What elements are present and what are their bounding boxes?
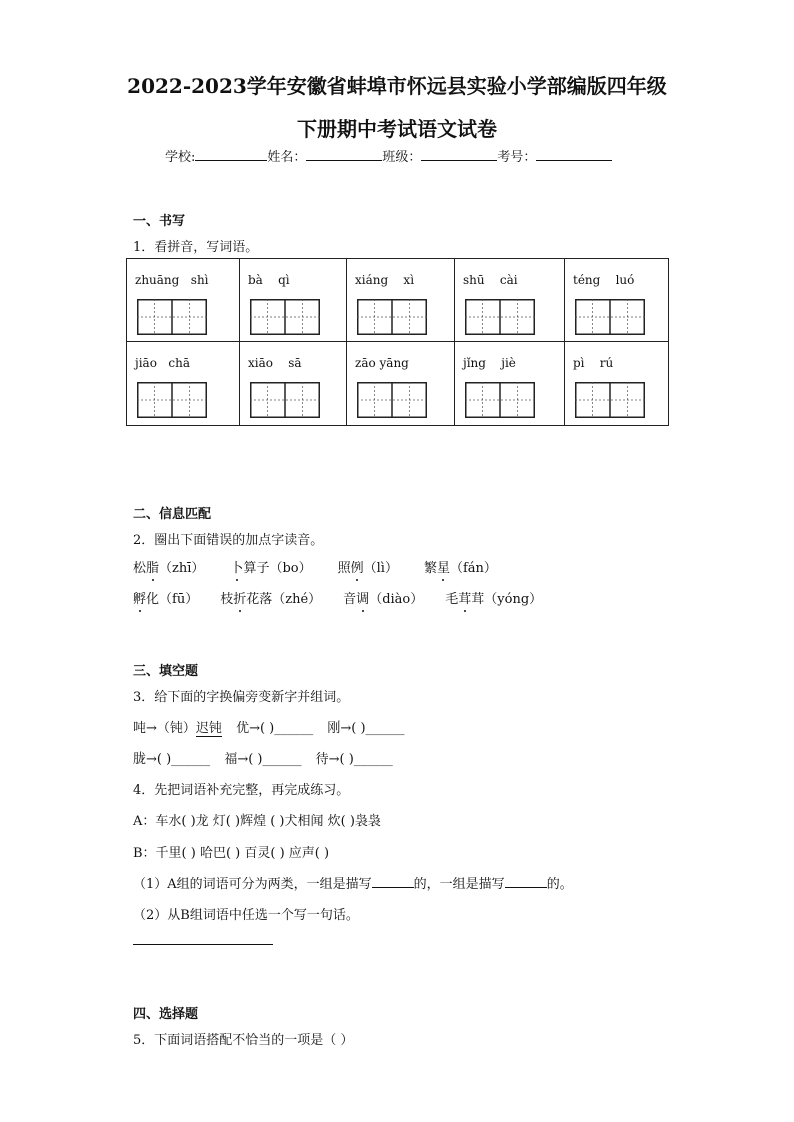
pinyin-text: xiāo sā xyxy=(248,356,302,370)
pronunciation-row-2 xyxy=(133,588,542,607)
q4-1-blank-1[interactable] xyxy=(372,877,414,888)
q4-1-blank-2[interactable] xyxy=(505,877,547,888)
item-text: 茸（yóng） xyxy=(471,592,543,607)
pinyin-cell xyxy=(455,342,565,425)
section3-heading: 三、填空题 xyxy=(133,664,199,679)
pronunciation-row-1 xyxy=(133,557,497,576)
radical-item-6[interactable]: 待→( )______ xyxy=(315,752,393,767)
radical-row-2 xyxy=(133,748,393,767)
pinyin-table xyxy=(126,258,669,426)
question-5: 5．下面词语搭配不恰当的一项是（ ） xyxy=(133,1033,354,1048)
class-blank[interactable] xyxy=(421,148,497,161)
pronunciation-item[interactable] xyxy=(220,592,321,607)
exam-no-blank[interactable] xyxy=(536,148,612,161)
pinyin-cell xyxy=(240,342,347,425)
pinyin-text: zāo yāng xyxy=(355,356,409,370)
writing-grid[interactable] xyxy=(465,382,535,418)
item-text: 毛 xyxy=(445,592,459,607)
writing-grid[interactable] xyxy=(575,382,645,418)
word-group-a[interactable]: A：车水( )龙 灯( )辉煌 ( )犬相闻 炊( )袅袅 xyxy=(133,814,381,829)
pinyin-cell xyxy=(127,259,240,342)
item-text: （fán） xyxy=(449,561,497,576)
pinyin-cell xyxy=(565,259,669,342)
item-text: 枝 xyxy=(220,592,234,607)
item-text: 松 xyxy=(133,561,147,576)
pinyin-cell xyxy=(455,259,565,342)
word-group-b[interactable]: B：千里( ) 哈巴( ) 百灵( ) 应声( ) xyxy=(133,846,330,861)
item-text: 化（fū） xyxy=(146,592,199,607)
q4-1-text-b: 的，一组是描写 xyxy=(413,877,505,892)
writing-grid[interactable] xyxy=(137,382,207,418)
dotted-character: 调 xyxy=(356,592,370,607)
section4-heading: 四、选择题 xyxy=(133,1007,199,1022)
school-blank[interactable] xyxy=(195,148,267,161)
pinyin-cell xyxy=(240,259,347,342)
page-title-line1: 2022-2023学年安徽省蚌埠市怀远县实验小学部编版四年级 xyxy=(127,74,667,98)
dotted-character: 茸 xyxy=(458,592,472,607)
pinyin-cell xyxy=(347,259,455,342)
school-label: 学校: xyxy=(165,150,196,165)
radical-item-2[interactable]: 优→( )______ xyxy=(236,721,314,736)
question-4-2: （2）从B组词语中任选一个写一句话。 xyxy=(133,908,359,923)
writing-grid[interactable] xyxy=(465,299,535,335)
q4-1-text-c: 的。 xyxy=(546,877,573,892)
item-text: （diào） xyxy=(369,592,424,607)
radical-item-4[interactable]: 胧→( )______ xyxy=(133,752,211,767)
student-info-line xyxy=(165,146,612,165)
item-text: 算子（bo） xyxy=(243,561,312,576)
dotted-character: 脂 xyxy=(146,561,160,576)
pronunciation-item[interactable] xyxy=(424,561,497,576)
writing-grid[interactable] xyxy=(575,299,645,335)
dotted-character: 孵 xyxy=(133,592,147,607)
pinyin-text: shū cài xyxy=(463,273,518,287)
pronunciation-item[interactable] xyxy=(230,561,311,576)
pinyin-text: bà qì xyxy=(248,273,290,287)
writing-grid[interactable] xyxy=(357,382,427,418)
question-1: 1．看拼音，写词语。 xyxy=(133,240,259,255)
pronunciation-item[interactable] xyxy=(338,561,398,576)
writing-grid[interactable] xyxy=(250,382,320,418)
question-3: 3．给下面的字换偏旁变新字并组词。 xyxy=(133,690,350,705)
writing-grid[interactable] xyxy=(137,299,207,335)
item-text: 音 xyxy=(343,592,357,607)
pronunciation-item[interactable] xyxy=(133,561,204,576)
pinyin-text: zhuāng shì xyxy=(135,273,209,287)
pronunciation-item[interactable] xyxy=(343,592,423,607)
pinyin-text: téng luó xyxy=(573,273,635,287)
question-4: 4．先把词语补充完整，再完成练习。 xyxy=(133,783,350,798)
item-text: （lì） xyxy=(363,561,398,576)
page-title-line2: 下册期中考试语文试卷 xyxy=(297,117,497,141)
pinyin-cell xyxy=(347,342,455,425)
class-label: 班级： xyxy=(382,150,422,165)
dotted-character: 卜 xyxy=(230,561,244,576)
pronunciation-item[interactable] xyxy=(445,592,542,607)
writing-grid[interactable] xyxy=(357,299,427,335)
radical-item-1: 吨→（钝） xyxy=(133,721,196,736)
name-blank[interactable] xyxy=(306,148,382,161)
item-text: 花落（zhé） xyxy=(246,592,322,607)
item-text: 照 xyxy=(337,561,351,576)
pinyin-cell xyxy=(565,342,669,425)
pinyin-text: pì rú xyxy=(573,356,614,370)
question-2: 2．圈出下面错误的加点字读音。 xyxy=(133,533,324,548)
radical-item-3[interactable]: 刚→( )______ xyxy=(327,721,405,736)
item-text: 繁 xyxy=(423,561,437,576)
pinyin-cell xyxy=(127,342,240,425)
pronunciation-item[interactable] xyxy=(133,592,198,607)
exam-no-label: 考号： xyxy=(497,150,537,165)
radical-example-word: 迟钝 xyxy=(195,721,222,736)
writing-grid[interactable] xyxy=(250,299,320,335)
q4-1-text-a: （1）A组的词语可分为两类，一组是描写 xyxy=(133,877,372,892)
section1-heading: 一、书写 xyxy=(133,214,186,229)
section2-heading: 二、信息匹配 xyxy=(133,507,212,522)
radical-row-1 xyxy=(133,717,405,736)
dotted-character: 例 xyxy=(350,561,364,576)
item-text: （zhī） xyxy=(159,561,205,576)
answer-line[interactable] xyxy=(133,944,273,945)
pinyin-text: jǐng jiè xyxy=(463,356,516,370)
pinyin-text: xiáng xì xyxy=(355,273,415,287)
name-label: 姓名： xyxy=(267,150,307,165)
pinyin-text: jiāo chā xyxy=(135,356,190,370)
dotted-character: 星 xyxy=(436,561,450,576)
radical-item-5[interactable]: 福→( )______ xyxy=(224,752,302,767)
question-4-1 xyxy=(133,873,573,892)
dotted-character: 折 xyxy=(233,592,247,607)
